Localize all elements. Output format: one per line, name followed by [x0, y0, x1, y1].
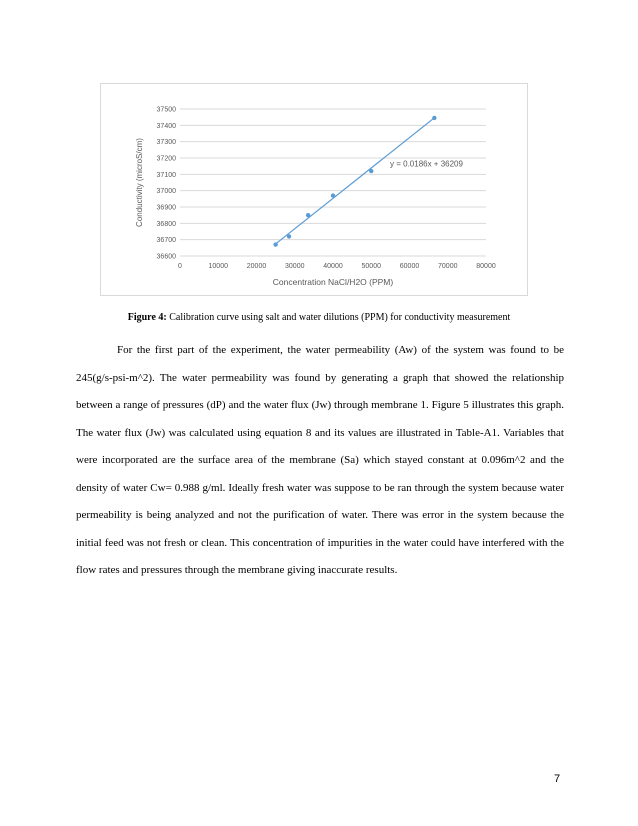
x-tick-label: 50000	[361, 263, 381, 270]
data-point	[432, 116, 436, 120]
x-tick-label: 40000	[323, 263, 343, 270]
y-tick-label: 37500	[156, 106, 176, 114]
y-tick-label: 36600	[156, 253, 176, 261]
y-tick-label: 37400	[156, 122, 176, 130]
y-tick-label: 37100	[156, 171, 176, 179]
y-tick-label: 36800	[156, 220, 176, 228]
x-tick-label: 70000	[438, 263, 458, 270]
data-point	[306, 213, 310, 217]
y-axis-title: Conductivity (microS/cm)	[135, 138, 144, 227]
chart-svg	[100, 83, 528, 296]
x-axis-title: Concentration NaCl/H2O (PPM)	[272, 277, 394, 287]
data-point	[331, 193, 335, 197]
x-tick-labels	[178, 263, 496, 270]
data-point	[273, 242, 277, 246]
y-tick-label: 36900	[156, 204, 176, 212]
data-point	[369, 169, 373, 173]
page-number: 7	[554, 773, 561, 785]
figure-caption-text: Calibration curve using salt and water dilutions (PPM) for conductivity measurement	[166, 312, 511, 323]
body-paragraph: For the first part of the experiment, the water permeability (Aw) of the system was found to be 245(g/s-psi-m^2). The water permeability was found by generating a graph that showed the relationship between a range of pressures (dP) and the water flux (Jw) through membrane 1. Figure 5 illustrates this graph. The water flux (Jw) was calculated using equation 8 and its values are illustrated in Table-A1. Variables that were incorporated are the surface area of the membrane (Sa) which stayed constant at 0.096m^2 and the density of water Cw= 0.988 g/ml. Ideally fresh water was suppose to be ran through the system because water permeability is being analyzed and not the purification of water. There was error in the system because the initial feed was not fresh or clean. This concentration of impurities in the water could have interfered with the flow rates and pressures through the membrane giving inaccurate results.	[76, 344, 564, 576]
x-tick-label: 60000	[399, 263, 420, 270]
y-tick-label: 37200	[156, 155, 176, 163]
x-tick-label: 0	[178, 263, 182, 270]
x-tick-label: 30000	[285, 263, 305, 270]
figure-caption	[0, 312, 638, 323]
trendline-equation: y = 0.0186x + 36209	[390, 159, 463, 169]
data-point	[287, 234, 291, 238]
x-tick-label: 80000	[476, 263, 496, 270]
calibration-chart	[100, 83, 528, 296]
y-tick-label: 37000	[156, 188, 176, 196]
x-tick-label: 20000	[246, 263, 267, 270]
x-tick-label: 10000	[208, 263, 228, 270]
y-tick-label: 37300	[156, 139, 176, 147]
figure-caption-label: Figure 4:	[127, 312, 167, 323]
y-tick-label: 36700	[156, 237, 176, 245]
